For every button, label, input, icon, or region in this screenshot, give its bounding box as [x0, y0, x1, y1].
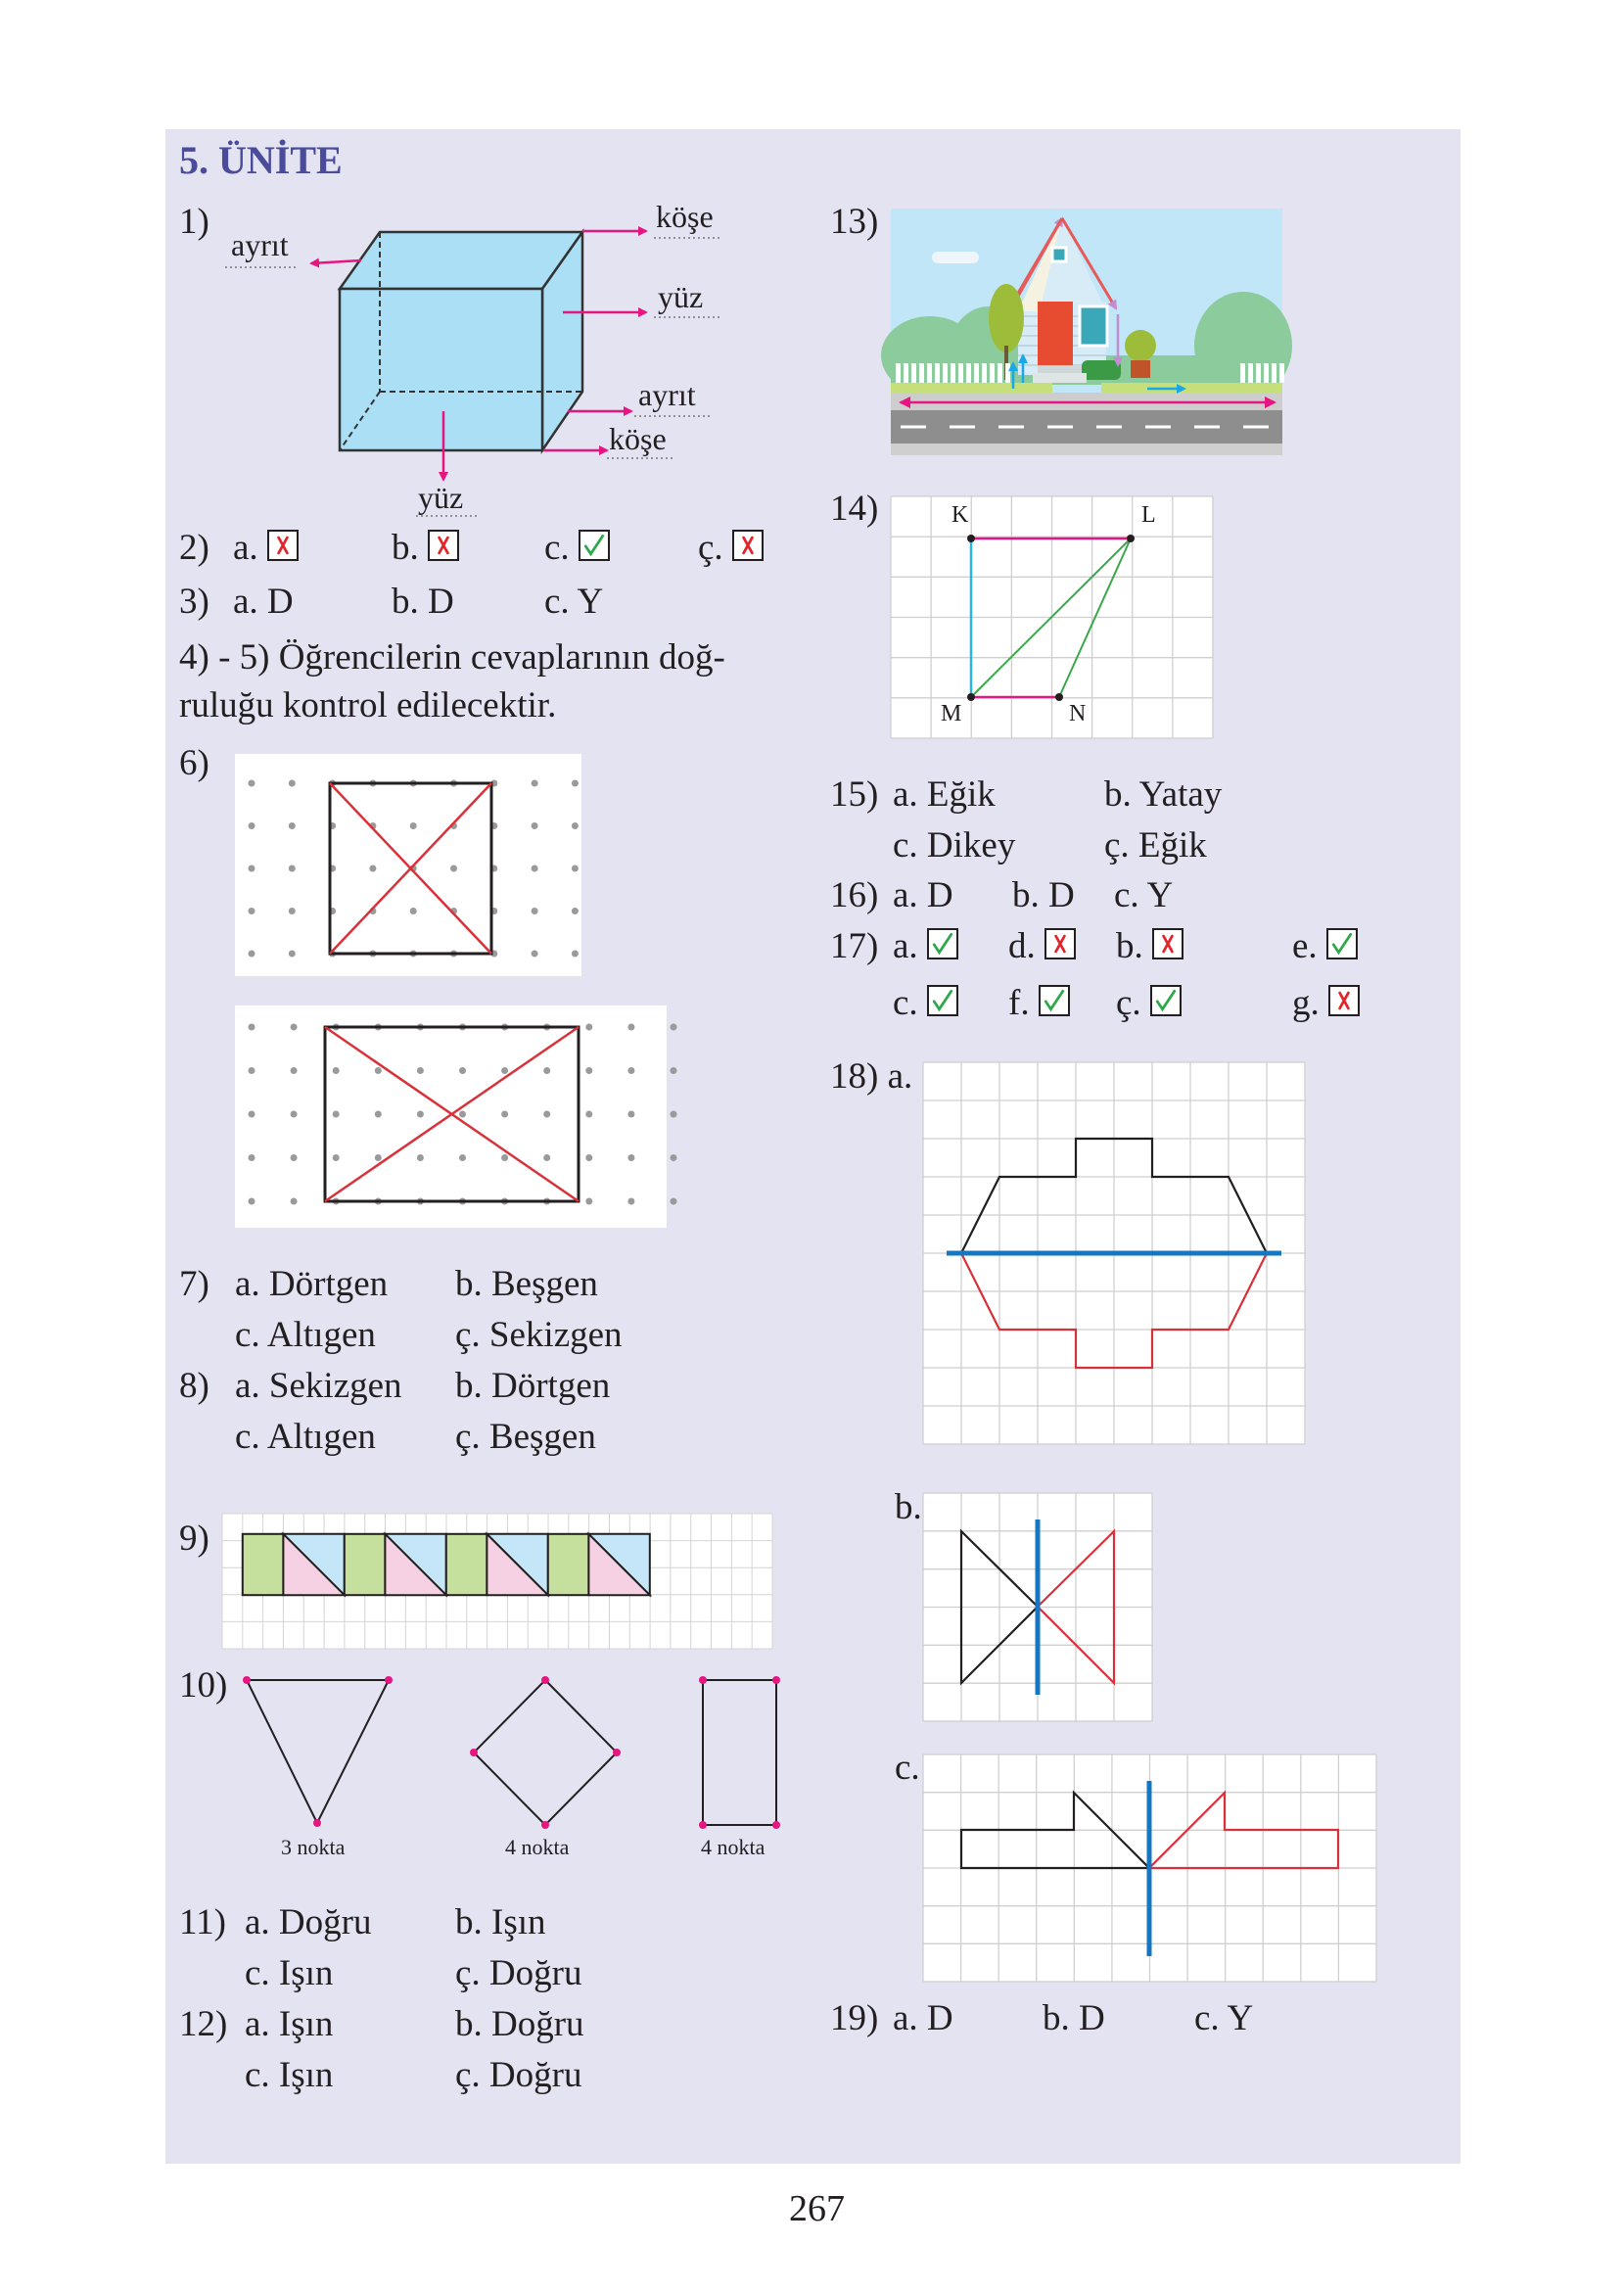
- unit-title: 5. ÜNİTE: [179, 138, 343, 182]
- repeating-pattern-grid: [222, 1514, 772, 1649]
- cross-icon: [267, 530, 299, 561]
- symmetry-grid-a: [923, 1062, 1305, 1444]
- label-face-bottom: yüz: [418, 480, 464, 515]
- q2-item-a: a.: [233, 527, 299, 570]
- q16-item-c: c. Y: [1114, 875, 1174, 915]
- cross-icon: [732, 530, 764, 561]
- check-icon: [1039, 985, 1070, 1016]
- q4-5-line1: 4) - 5) Öğrencilerin cevaplarının doğ-: [179, 637, 725, 678]
- shape-points-figures: [235, 1664, 783, 1860]
- q15-item-c: c. Dikey: [893, 825, 1016, 865]
- q1-number: 1): [179, 202, 209, 242]
- q18-number: 18) a.: [830, 1056, 913, 1097]
- label-vertex-bottom: köşe: [609, 421, 667, 456]
- check-icon: [927, 928, 958, 959]
- q17-item: c.: [893, 982, 958, 1025]
- q19-number: 19): [830, 1998, 879, 2038]
- q19-item-a: a. D: [893, 1998, 953, 2038]
- q8-item-b: b. Dörtgen: [455, 1366, 611, 1406]
- label-vertex-top: köşe: [656, 199, 714, 234]
- label-face-right: yüz: [658, 279, 704, 314]
- q17-item: ç.: [1116, 982, 1182, 1025]
- q7-item-c-cedilla: ç. Sekizgen: [455, 1315, 623, 1355]
- q2-item-c-cedilla: ç.: [698, 527, 764, 570]
- house-illustration: [891, 209, 1282, 455]
- point-label-m: M: [941, 701, 962, 726]
- dot-grid-rectangle: [235, 1005, 667, 1228]
- q15-item-a: a. Eğik: [893, 774, 996, 815]
- point-label-k: K: [951, 502, 969, 528]
- q11-item-c-cedilla: ç. Doğru: [455, 1953, 582, 1993]
- q17-item: e.: [1292, 925, 1358, 968]
- check-icon: [1150, 985, 1182, 1016]
- q11-number: 11): [179, 1902, 226, 1942]
- q8-item-c-cedilla: ç. Beşgen: [455, 1417, 596, 1457]
- caption-rhombus: 4 nokta: [505, 1835, 570, 1859]
- check-icon: [1326, 928, 1358, 959]
- q9-number: 9): [179, 1519, 209, 1559]
- q3-item-a: a. D: [233, 582, 294, 622]
- q16-item-b: b. D: [1012, 875, 1075, 915]
- q15-item-c-cedilla: ç. Eğik: [1104, 825, 1207, 865]
- q6-number: 6): [179, 743, 209, 783]
- cross-icon: [1044, 928, 1076, 959]
- q8-number: 8): [179, 1366, 209, 1406]
- caption-rectangle: 4 nokta: [701, 1835, 766, 1859]
- q7-item-a: a. Dörtgen: [235, 1264, 389, 1304]
- q17-item: a.: [893, 925, 958, 968]
- q17-item: g.: [1292, 982, 1360, 1025]
- label-edge-right: ayrıt: [638, 377, 696, 412]
- symmetry-grid-c: [923, 1754, 1376, 1982]
- cross-icon: [1328, 985, 1360, 1016]
- q7-item-b: b. Beşgen: [455, 1264, 598, 1304]
- caption-triangle: 3 nokta: [281, 1835, 346, 1859]
- symmetry-grid-b: [923, 1493, 1152, 1721]
- q18-part-b-label: b.: [895, 1487, 922, 1527]
- page-number: 267: [789, 2188, 845, 2229]
- point-label-l: L: [1141, 502, 1156, 528]
- q11-item-a: a. Doğru: [245, 1902, 372, 1942]
- q10-number: 10): [179, 1665, 228, 1706]
- q18-part-c-label: c.: [895, 1748, 920, 1788]
- q15-number: 15): [830, 774, 879, 815]
- q3-item-b: b. D: [392, 582, 454, 622]
- q16-number: 16): [830, 875, 879, 915]
- q15-item-b: b. Yatay: [1104, 774, 1223, 815]
- q11-item-c: c. Işın: [245, 1953, 334, 1993]
- q2-number: 2): [179, 528, 209, 568]
- q13-number: 13): [830, 202, 879, 242]
- q17-item: b.: [1116, 925, 1183, 968]
- q17-number: 17): [830, 926, 879, 966]
- q3-item-c: c. Y: [544, 582, 604, 622]
- q3-number: 3): [179, 582, 209, 622]
- dot-grid-square: [235, 754, 581, 976]
- point-grid-klmn: [891, 496, 1213, 738]
- check-icon: [579, 530, 610, 561]
- q8-item-c: c. Altıgen: [235, 1417, 376, 1457]
- q19-item-c: c. Y: [1194, 1998, 1254, 2038]
- q14-number: 14): [830, 489, 879, 529]
- q12-item-b: b. Doğru: [455, 2004, 584, 2044]
- q19-item-b: b. D: [1043, 1998, 1105, 2038]
- q17-item: f.: [1008, 982, 1070, 1025]
- q7-item-c: c. Altıgen: [235, 1315, 376, 1355]
- label-edge-left: ayrıt: [231, 227, 289, 262]
- q2-item-b: b.: [392, 527, 459, 570]
- q11-item-b: b. Işın: [455, 1902, 546, 1942]
- q17-item: d.: [1008, 925, 1076, 968]
- q12-item-c-cedilla: ç. Doğru: [455, 2055, 582, 2095]
- cross-icon: [428, 530, 459, 561]
- q8-item-a: a. Sekizgen: [235, 1366, 402, 1406]
- check-icon: [927, 985, 958, 1016]
- q4-5-line2: ruluğu kontrol edilecektir.: [179, 685, 557, 725]
- q12-item-a: a. Işın: [245, 2004, 334, 2044]
- q12-number: 12): [179, 2004, 228, 2044]
- point-label-n: N: [1069, 701, 1087, 726]
- q7-number: 7): [179, 1264, 209, 1304]
- cross-icon: [1152, 928, 1183, 959]
- q12-item-c: c. Işın: [245, 2055, 334, 2095]
- q2-item-c: c.: [544, 527, 610, 570]
- q16-item-a: a. D: [893, 875, 953, 915]
